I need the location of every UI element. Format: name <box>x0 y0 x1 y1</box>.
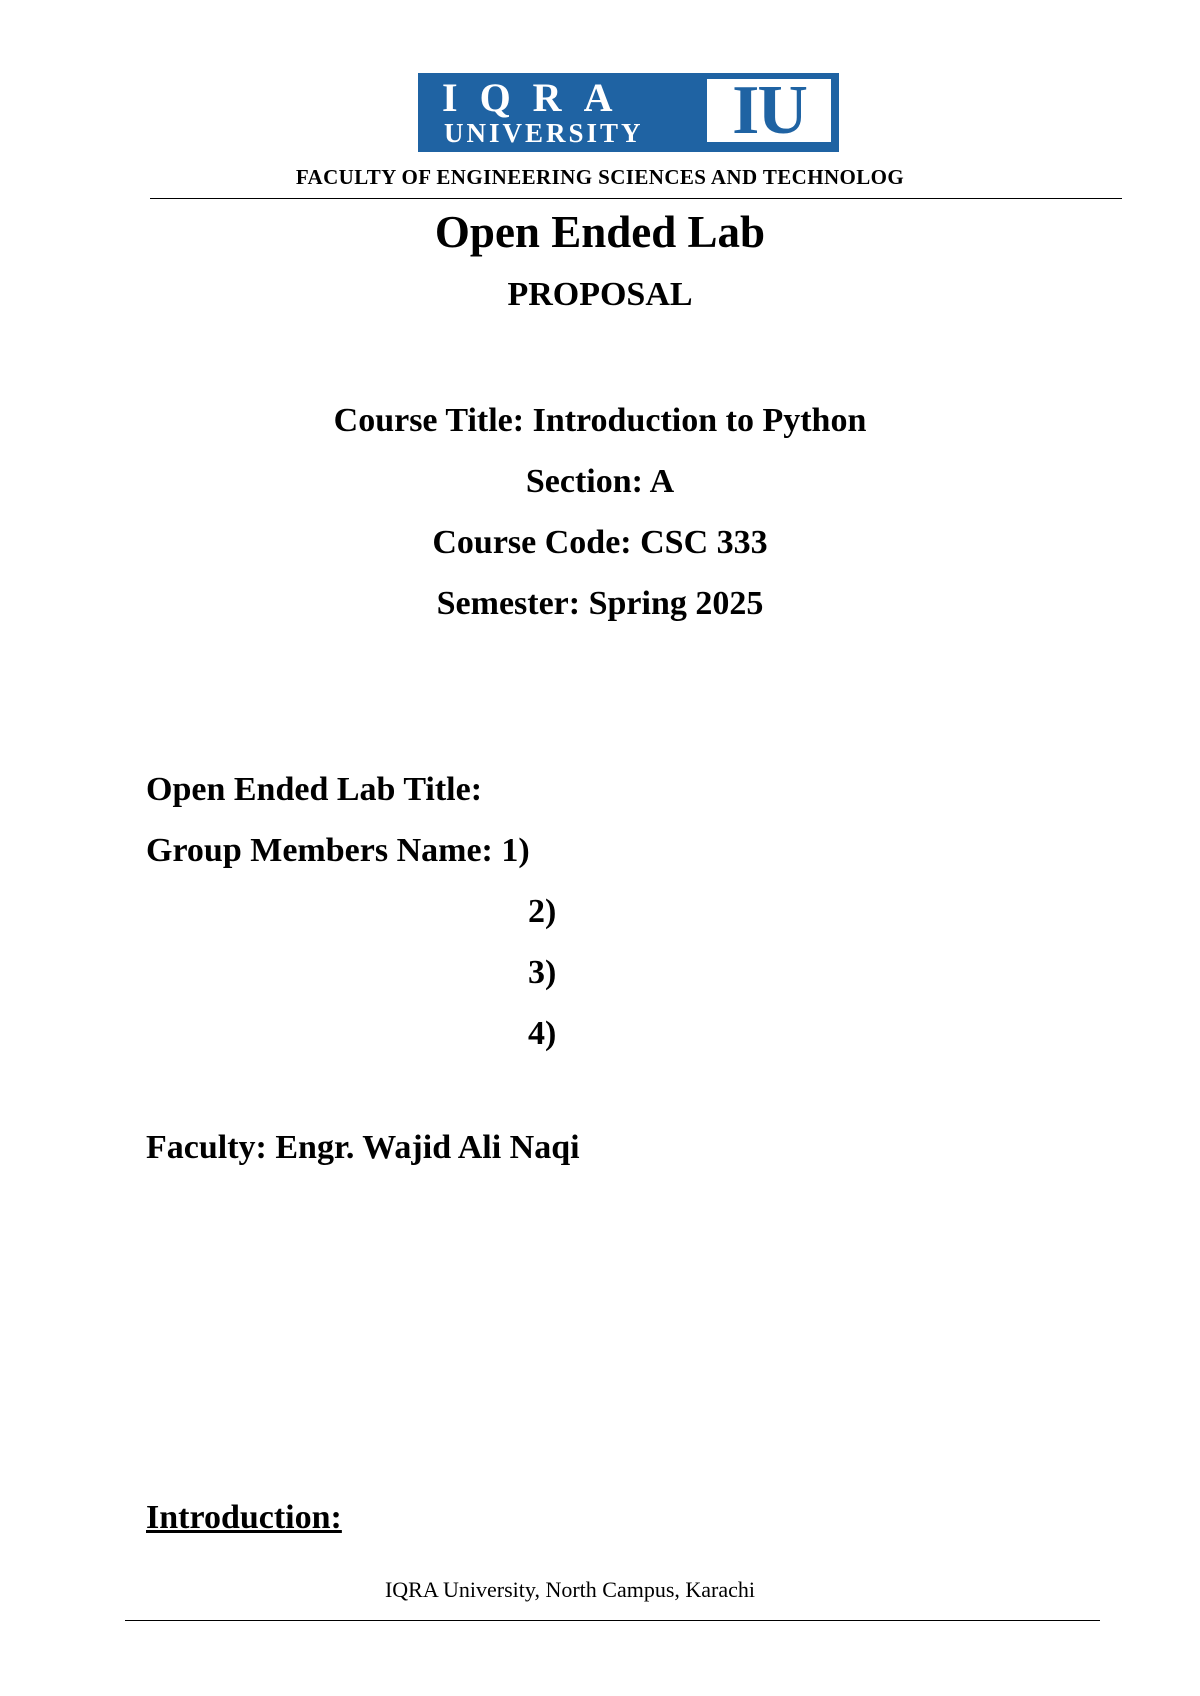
faculty-name: Faculty: Engr. Wajid Ali Naqi <box>146 1129 580 1166</box>
logo-subword: UNIVERSITY <box>444 118 644 148</box>
course-code: Course Code: CSC 333 <box>432 524 768 561</box>
introduction-heading: Introduction: <box>146 1499 342 1536</box>
group-members-label: Group Members Name: 1) <box>146 832 530 869</box>
document-subtitle: PROPOSAL <box>507 276 693 313</box>
header-divider <box>150 198 1122 199</box>
page-footer: IQRA University, North Campus, Karachi <box>384 1577 756 1602</box>
member-number-2: 2) <box>528 893 557 930</box>
course-title: Course Title: Introduction to Python <box>333 402 867 439</box>
course-semester: Semester: Spring 2025 <box>436 585 764 622</box>
footer-divider <box>125 1620 1100 1621</box>
university-logo <box>418 73 839 152</box>
member-number-4: 4) <box>528 1015 557 1052</box>
faculty-heading: FACULTY OF ENGINEERING SCIENCES AND TECHNOLOG <box>295 165 905 189</box>
lab-title-label: Open Ended Lab Title: <box>146 771 483 808</box>
logo-mark: IU <box>732 72 806 149</box>
member-number-3: 3) <box>528 954 557 991</box>
logo-mark-box <box>707 72 831 149</box>
logo-word: IQRA <box>442 75 635 120</box>
course-section: Section: A <box>525 463 675 500</box>
document-title: Open Ended Lab <box>434 207 766 257</box>
